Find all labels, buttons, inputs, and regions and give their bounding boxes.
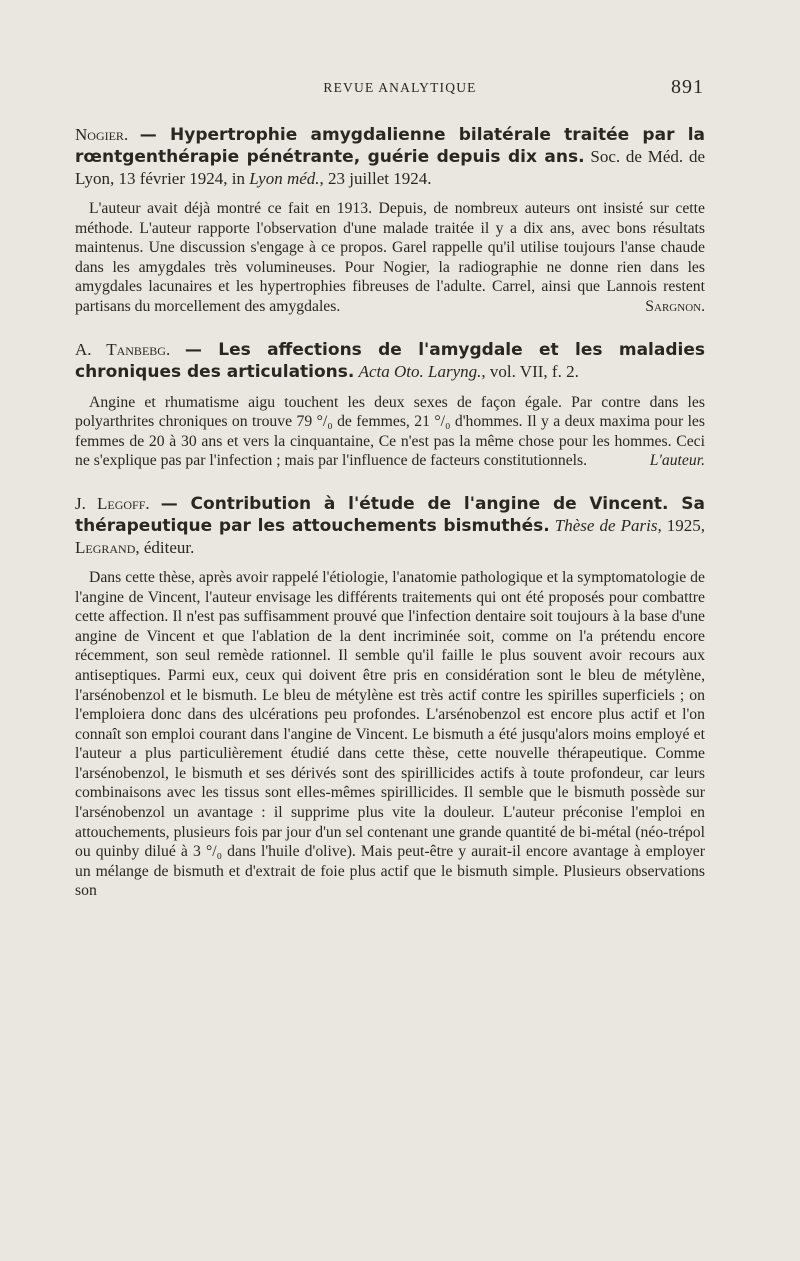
journal-name: Acta Oto. Laryng.	[358, 361, 482, 381]
author-initial: J.	[75, 493, 97, 513]
article-nogier	[75, 124, 705, 317]
article-author: Nogier.	[75, 125, 129, 144]
article-title: — Contribution à l'étude de l'angine de Vincent. Sa thérapeutique par les attouchements bismuthés.	[75, 493, 706, 536]
article-heading	[75, 493, 705, 558]
article-body: Dans cette thèse, après avoir rappelé l'étiologie, l'anatomie pathologique et la symptomatologie de l'angine de Vincent, l'auteur envisage les différents traitements qui ont été proposés pour combattre cette affection. Il n'est pas suffisamment prouvé que l'infection dentaire soit toujours à la base d'une angine de Vincent et que l'ablation de la dent incriminée soit, comme on l'a prétendu encore récemment, son seul remède rationnel. Il semble qu'il faille le plus souvent avoir recours aux antiseptiques. Parmi eux, ceux qui doivent être pris en considération sont le bleu de métylène, l'arsénobenzol et le bismuth. Le bleu de métylène est très actif contre les spirilles superficiels ; on l'emploiera donc dans des ulcérations peu profondes. L'arsénobenzol est encore plus actif et l'on connaît son emploi courant dans l'angine de Vincent. Le bismuth a été jusqu'alors moins employé et l'auteur a plus particulièrement étudié dans cette thèse, cette nouvelle thérapeutique. Comme l'arsénobenzol, le bismuth et ses dérivés sont des spirillicides actifs à toute profondeur, car leurs combinaisons avec les tissus sont elles-mêmes spirillicides. Il semble que le bismuth possède sur l'arsénobenzol un avantage : il supprime plus vite la douleur. L'auteur préconise l'emploi en attouchements, plusieurs fois par jour d'un sel contenant une grande quantité de bi-métal (néo-trépol ou quinby dilué à 3 °/₀ dans l'huile d'olive). Mais peut-être y aurait-il encore avantage à employer un mélange de bismuth et d'extrait de foie plus actif que le bismuth simple. Plusieurs observations son	[75, 568, 705, 900]
running-title: REVUE ANALYTIQUE	[323, 80, 477, 95]
article-body: Angine et rhumatisme aigu touchent les deux sexes de façon égale. Par contre dans les polyarthrites chroniques on trouve 79 °/₀ de femmes, 21 °/₀ d'hommes. Il y a deux maxima pour les femmes de 20 à 30 ans et vers la cinquantaine, Ce n'est pas la même chose pour les hommes. Ceci ne s'explique pas par l'infection ; mais par l'influence de facteurs constitutionnels. L'auteur.	[75, 393, 705, 470]
article-signature: Sargnon.	[645, 297, 705, 315]
article-body: L'auteur avait déjà montré ce fait en 1913. Depuis, de nombreux auteurs ont insisté sur cette méthode. L'auteur rapporte l'observation d'une malade traitée il y a dix ans, avec bons résultats maintenus. Une discussion s'engage à ce propos. Garel rappelle qu'il utilise toujours l'anse chaude dans les amygdales très volumineuses. Pour Nogier, la radiographie ne donne rien dans les amygdales lacunaires et les hypertrophies fibreuses de l'adulte. Carrel, ainsi que Lannois restent partisans du morcellement des amygdales. Sargnon.	[75, 200, 705, 315]
running-head	[0, 76, 800, 100]
article-heading	[75, 124, 705, 189]
article-source: Acta Oto. Laryng., vol. VII, f. 2.	[358, 361, 579, 381]
article-tanbebg	[75, 339, 705, 471]
article-source: Soc. de Méd. de Lyon, 13 février 1924, in Lyon méd., 23 juillet 1924.	[75, 147, 705, 188]
article-legoff	[75, 493, 705, 901]
article-title: — Hypertrophie amygdalienne bilatérale traitée par la rœntgenthérapie pénétrante, guérie depuis dix ans.	[75, 125, 706, 167]
publisher-name: Legrand	[75, 537, 136, 557]
article-author: Legoff.	[96, 493, 150, 513]
article-signature: L'auteur.	[649, 452, 705, 470]
article-heading	[75, 339, 705, 383]
journal-name: Thèse de Paris	[554, 515, 658, 535]
page-number: 891	[671, 76, 704, 98]
article-list	[75, 124, 705, 923]
journal-name: Lyon méd.	[249, 169, 320, 188]
article-author: Tanbebg.	[106, 339, 171, 359]
author-initial: A.	[75, 339, 107, 359]
article-source: Thèse de Paris, 1925, Legrand, éditeur.	[75, 515, 706, 557]
article-title: — Les affections de l'amygdale et les maladies chroniques des articulations.	[75, 339, 705, 382]
